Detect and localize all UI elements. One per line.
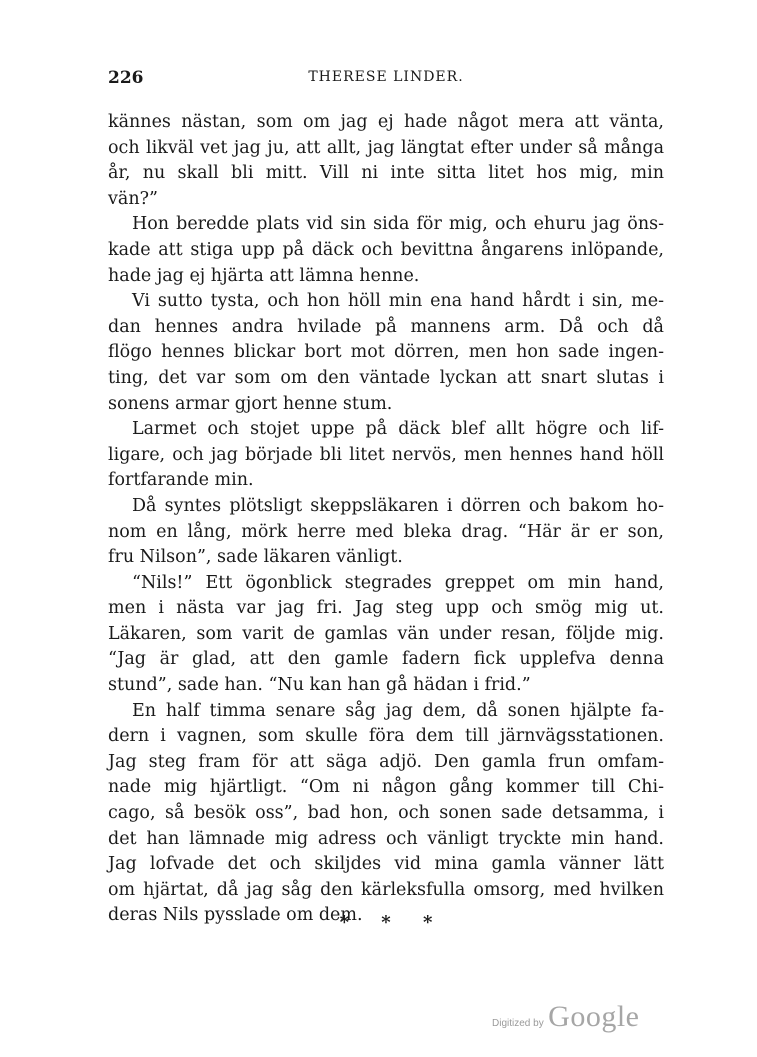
text-line: flögo hennes blickar bort mot dörren, men hon sade ingen- [108,342,664,363]
text-line: ligare, och jag började bli litet nervös, men hennes hand höll [108,444,664,465]
text-line: dan hennes andra hvilade på mannens arm. Då och då [108,316,664,337]
text-line: år, nu skall bli mitt. Vill ni inte sitta litet hos mig, min [108,163,664,184]
watermark-prefix: Digitized by [492,1018,544,1029]
page-number: 226 [108,68,144,88]
text-line: Vi sutto tysta, och hon höll min ena hand hårdt i sin, me- [132,291,664,312]
text-line: deras Nils pysslade om dem. [108,905,363,926]
section-break: * * * [339,912,433,933]
text-line: fortfarande min. [108,470,254,491]
text-line: Läkaren, som varit de gamlas vän under resan, följde mig. [108,623,664,644]
text-line: En half timma senare såg jag dem, då sonen hjälpte fa- [132,700,664,721]
text-line: dern i vagnen, som skulle föra dem till järnvägsstationen. [108,726,664,747]
text-line: “Nils!” Ett ögonblick stegrades greppet om min hand, [132,572,664,593]
text-line: vän?” [108,188,158,209]
text-line: “Jag är glad, att den gamle fadern fick upplefva denna [108,649,664,670]
running-head: THERESE LINDER. [308,69,464,85]
page-header [108,68,664,94]
text-line: Jag steg fram för att säga adjö. Den gamla frun omfam- [108,751,664,772]
text-line: fru Nilson”, sade läkaren vänligt. [108,547,403,568]
text-line: Då syntes plötsligt skeppsläkaren i dörren och bakom ho- [132,495,664,516]
text-line: det han lämnade mig adress och vänligt tryckte min hand. [108,828,664,849]
text-line: nom en lång, mörk herre med bleka drag. “Här är er son, [108,521,664,542]
text-line: nade mig hjärtligt. “Om ni någon gång kommer till Chi- [108,777,664,798]
body-text [108,110,664,929]
watermark-brand-logo: Google [548,1000,640,1033]
text-line: sonens armar gjort henne stum. [108,393,393,414]
text-line: Hon beredde plats vid sin sida för mig, och ehuru jag öns- [132,214,664,235]
text-line: stund”, sade han. “Nu kan han gå hädan i frid.” [108,675,531,696]
text-line: cago, så besök oss”, bad hon, och sonen sade detsamma, i [108,803,664,824]
text-line: och likväl vet jag ju, att allt, jag längtat efter under så många [108,137,664,158]
text-line: kade att stiga upp på däck och bevittna ångarens inlöpande, [108,239,664,260]
text-line: Larmet och stojet uppe på däck blef allt högre och lif- [132,419,664,440]
text-line: kännes nästan, som om jag ej hade något mera att vänta, [108,112,664,132]
text-line: Jag lofvade det och skiljdes vid mina gamla vänner lätt [108,854,664,875]
text-line: men i nästa var jag fri. Jag steg upp och smög mig ut. [108,598,664,619]
text-line: ting, det var som om den väntade lyckan att snart slutas i [108,367,664,388]
digitized-watermark [492,1000,639,1034]
text-line: hade jag ej hjärta att lämna henne. [108,265,420,286]
text-line: om hjärtat, då jag såg den kärleksfulla omsorg, med hvilken [108,879,664,900]
